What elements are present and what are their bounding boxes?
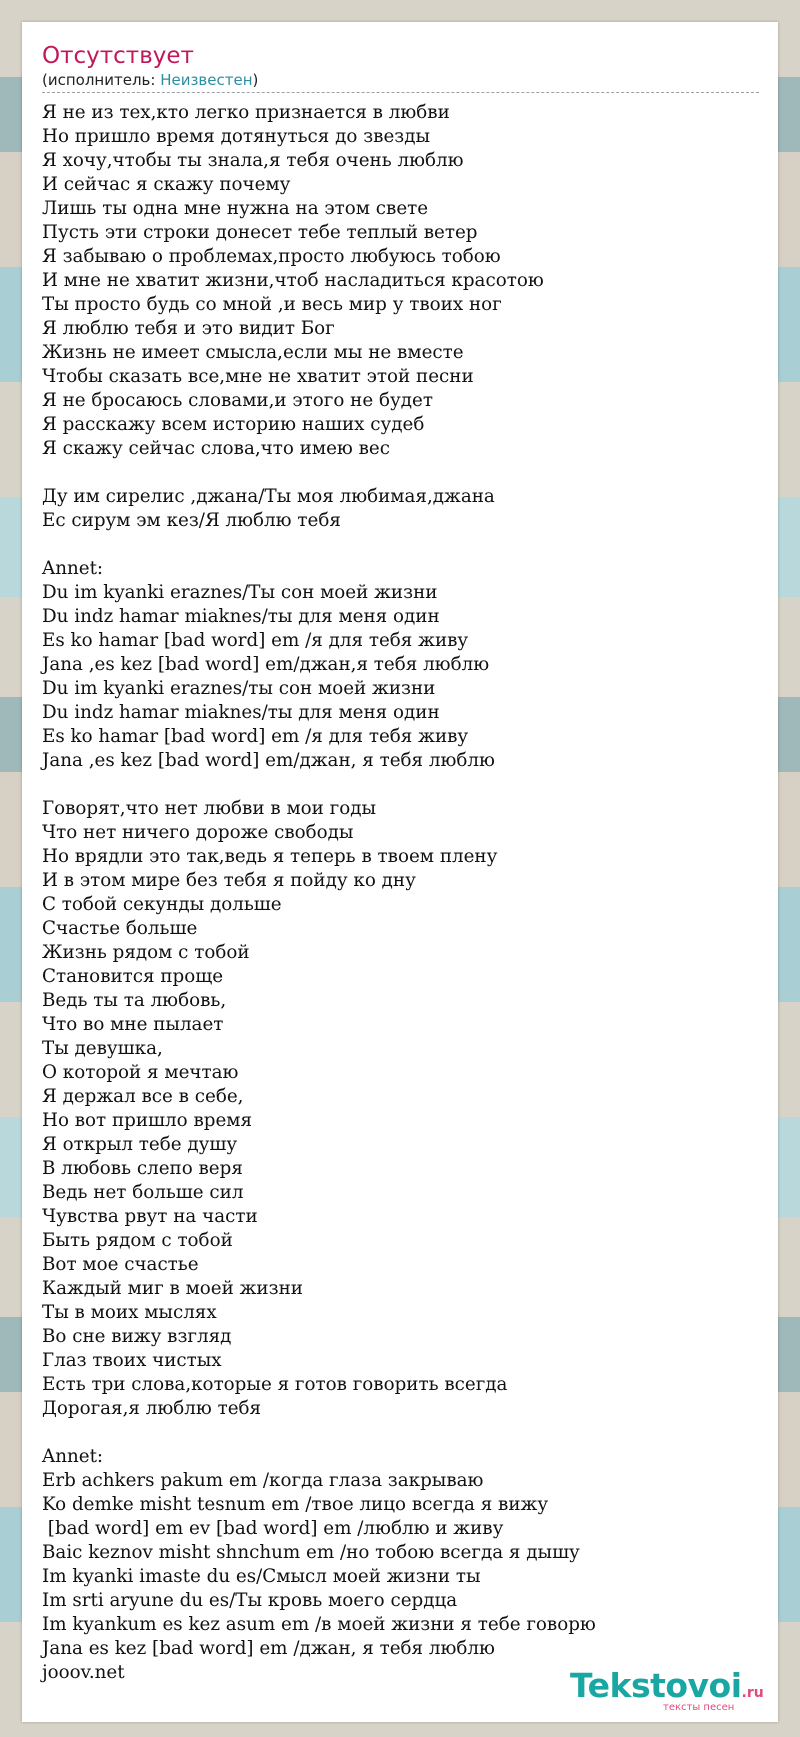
artist-link[interactable]: Неизвестен xyxy=(160,71,253,89)
lyric-line: В любовь слепо веря xyxy=(42,1158,243,1179)
lyric-line: Я расскажу всем историю наших судеб xyxy=(42,414,425,435)
lyric-line: Что нет ничего дороже свободы xyxy=(42,822,354,843)
lyric-line: И в этом мире без тебя я пойду ко дну xyxy=(42,870,416,891)
lyric-line: Что во мне пылает xyxy=(42,1014,224,1035)
lyric-line xyxy=(42,461,762,485)
lyrics-card xyxy=(22,22,778,1722)
lyric-line: Чтобы сказать все,мне не хватит этой песни xyxy=(42,366,474,387)
lyric-line: Я открыл тебе душу xyxy=(42,1134,238,1155)
lyric-line: jooov.net xyxy=(42,1662,125,1683)
lyric-line: Ты девушка, xyxy=(42,1038,163,1059)
lyric-line: Глаз твоих чистых xyxy=(42,1350,222,1371)
artist-prefix: (исполнитель: xyxy=(42,71,161,89)
lyric-line: Жизнь рядом с тобой xyxy=(42,942,250,963)
lyric-line: Жизнь не имеет смысла,если мы не вместе xyxy=(42,342,464,363)
lyric-line: Du indz hamar miaknes/ты для меня один xyxy=(42,606,440,627)
lyric-line: Ты просто будь со мной ,и весь мир у твоих ног xyxy=(42,294,502,315)
lyric-line: Вот мое счастье xyxy=(42,1254,199,1275)
lyric-line xyxy=(42,533,762,557)
lyric-line: [bad word] em ev [bad word] em /люблю и живу xyxy=(42,1518,504,1539)
lyric-line: Счастье больше xyxy=(42,918,198,939)
lyric-line: Ведь нет больше сил xyxy=(42,1182,244,1203)
lyric-line: Erb achkers pakum em /когда глаза закрываю xyxy=(42,1470,484,1491)
lyric-line: Du im kyanki eraznes/ты сон моей жизни xyxy=(42,678,436,699)
lyric-line: Im srti aryune du es/Ты кровь моего сердца xyxy=(42,1590,458,1611)
lyric-line: Ес сирум эм кез/Я люблю тебя xyxy=(42,510,341,531)
lyric-line: Чувства рвут на части xyxy=(42,1206,258,1227)
lyric-line: Я не бросаюсь словами,и этого не будет xyxy=(42,390,433,411)
lyric-line: Du indz hamar miaknes/ты для меня один xyxy=(42,702,440,723)
lyric-line: С тобой секунды дольше xyxy=(42,894,282,915)
lyric-line: Дорогая,я люблю тебя xyxy=(42,1398,262,1419)
lyric-line: Я хочу,чтобы ты знала,я тебя очень люблю xyxy=(42,150,464,171)
lyric-line: Du im kyanki eraznes/Ты сон моей жизни xyxy=(42,582,438,603)
lyric-line: Ду им сирелис ,джана/Ты моя любимая,джана xyxy=(42,486,495,507)
lyric-line: Но вот пришло время xyxy=(42,1110,253,1131)
lyrics-text xyxy=(42,101,762,1685)
lyric-line: Annet: xyxy=(42,1446,104,1467)
lyric-line: Во сне вижу взгляд xyxy=(42,1326,232,1347)
song-title: Отсутствует xyxy=(42,43,194,69)
lyric-line: Говорят,что нет любви в мои годы xyxy=(42,798,377,819)
lyric-line: Jana ,es kez [bad word] em/джан, я тебя люблю xyxy=(42,750,495,771)
lyric-line: Но врядли это так,ведь я теперь в твоем плену xyxy=(42,846,498,867)
lyric-line: Лишь ты одна мне нужна на этом свете xyxy=(42,198,429,219)
lyric-line: Es ko hamar [bad word] em /я для тебя живу xyxy=(42,630,469,651)
lyric-line: Я скажу сейчас слова,что имею вес xyxy=(42,438,390,459)
lyric-line: И сейчас я скажу почему xyxy=(42,174,291,195)
lyric-line: Annet: xyxy=(42,558,104,579)
lyric-line: Я держал все в себе, xyxy=(42,1086,244,1107)
lyric-line: Быть рядом с тобой xyxy=(42,1230,233,1251)
lyric-line: Es ko hamar [bad word] em /я для тебя живу xyxy=(42,726,469,747)
lyric-line: Но пришло время дотянуться до звезды xyxy=(42,126,431,147)
lyric-line: Становится проще xyxy=(42,966,224,987)
lyric-line: Я не из тех,кто легко признается в любви xyxy=(42,102,450,123)
lyric-line: Есть три слова,которые я готов говорить всегда xyxy=(42,1374,508,1395)
lyric-line: Каждый миг в моей жизни xyxy=(42,1278,303,1299)
lyric-line: И мне не хватит жизни,чтоб насладиться красотою xyxy=(42,270,544,291)
song-header xyxy=(42,41,759,93)
lyric-line: Baic keznov misht shnchum em /но тобою всегда я дышу xyxy=(42,1542,580,1563)
artist-line xyxy=(42,71,759,90)
logo-tagline: тексты песен xyxy=(663,1702,735,1713)
lyric-line: Ты в моих мыслях xyxy=(42,1302,217,1323)
artist-suffix: ) xyxy=(252,71,259,89)
site-logo[interactable] xyxy=(570,1668,770,1716)
lyric-line: Пусть эти строки донесет тебе теплый ветер xyxy=(42,222,478,243)
lyric-line: Я люблю тебя и это видит Бог xyxy=(42,318,335,339)
lyric-line: Im kyanki imaste du es/Смысл моей жизни ты xyxy=(42,1566,481,1587)
lyric-line xyxy=(42,773,762,797)
lyric-line: Im kyankum es kez asum em /в моей жизни я тебе говорю xyxy=(42,1614,596,1635)
logo-tld: .ru xyxy=(741,1685,764,1701)
lyric-line: Jana ,es kez [bad word] em/джан,я тебя люблю xyxy=(42,654,490,675)
lyric-line: Ko demke misht tesnum em /твое лицо всегда я вижу xyxy=(42,1494,549,1515)
lyric-line: О которой я мечтаю xyxy=(42,1062,239,1083)
logo-name: Tekstovoi xyxy=(570,1666,742,1705)
lyric-line: Я забываю о проблемах,просто любуюсь тобою xyxy=(42,246,501,267)
lyric-line xyxy=(42,1421,762,1445)
lyric-line: Ведь ты та любовь, xyxy=(42,990,227,1011)
lyric-line: Jana es kez [bad word] em /джан, я тебя люблю xyxy=(42,1638,495,1659)
